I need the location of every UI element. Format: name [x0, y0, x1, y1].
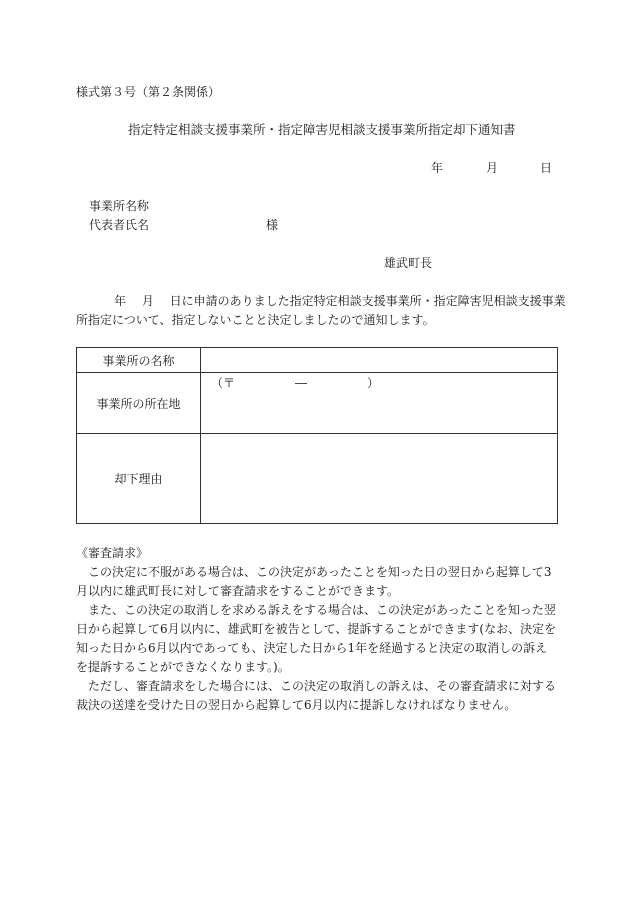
table-row [77, 434, 558, 524]
document-title: 指定特定相談支援事業所・指定障害児相談支援事業所指定却下通知書 [128, 122, 516, 137]
info-table [76, 347, 558, 524]
honorific: 様 [266, 218, 279, 232]
office-name-cell-value [201, 348, 558, 373]
issuer-name: 雄武町長 [384, 256, 433, 270]
body-text-line2: 所指定について、指定しないことと決定しましたので通知します。 [76, 313, 435, 327]
office-address-cell-value [201, 373, 558, 434]
review-paragraph-3: ただし、審査請求をした場合には、この決定の取消しの訴えは、その審査請求に対する裁決の送達を受けた日の翌日から起算して6月以内に提訴しなければなりません。 [76, 679, 557, 712]
office-name-cell-label: 事業所の名称 [77, 348, 201, 373]
office-address-cell-label: 事業所の所在地 [77, 373, 201, 434]
review-heading: 《審査請求》 [76, 546, 149, 560]
body-text-line1: 年 月 日に申請のありました指定特定相談支援事業所・指定障害児相談支援事業 [114, 294, 566, 308]
rejection-reason-cell-value [201, 434, 558, 524]
date-year: 年 [431, 161, 444, 175]
date-day: 日 [540, 161, 553, 175]
postal-code-field: （〒 ― ） [211, 376, 380, 390]
table-row [77, 373, 558, 434]
table-row [77, 348, 558, 373]
form-number: 様式第３号（第２条関係） [76, 85, 221, 99]
representative-label: 代表者氏名 [89, 218, 150, 232]
review-paragraph-1: この決定に不服がある場合は、この決定があったことを知った日の翌日から起算して3月以内に雄武町長に対して審査請求をすることができます。 [76, 565, 552, 598]
review-section [76, 563, 558, 715]
review-paragraph-2: また、この決定の取消しを求める訴えをする場合は、この決定があったことを知った翌日から起算して6月以内に、雄武町を被告として、提訴することができます(なお、決定を知った日から6月以内であっても、決定した日から1年を経過すると決定の取消しの訴えを提訴することができなくなります。)。 [76, 603, 557, 674]
office-name-label: 事業所名称 [89, 199, 150, 213]
rejection-reason-cell-label: 却下理由 [77, 434, 201, 524]
date-month: 月 [486, 161, 499, 175]
